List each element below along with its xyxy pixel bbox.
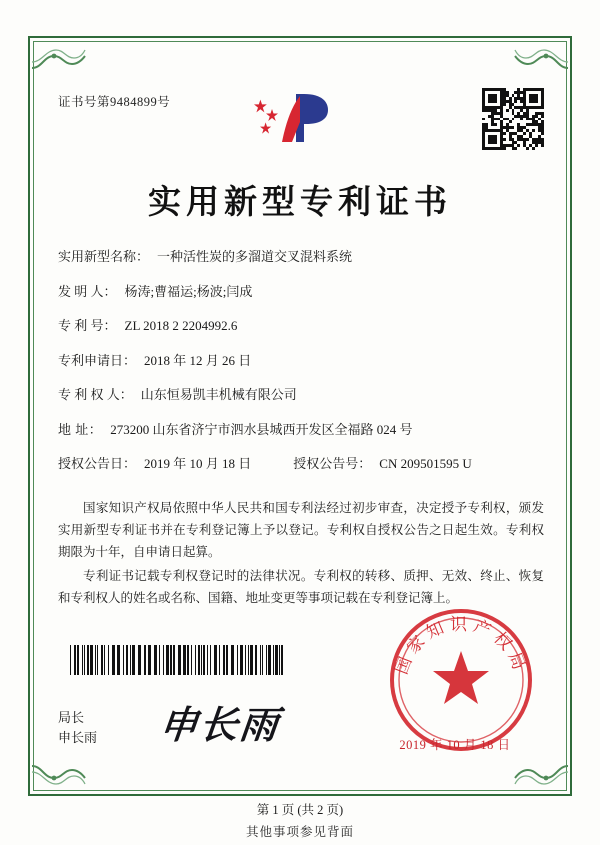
field-value-secondary: CN 209501595 U — [379, 456, 472, 471]
field-grant-announcement — [58, 453, 544, 472]
corner-ornament-icon — [30, 762, 86, 796]
field-patentee — [58, 384, 544, 403]
field-label: 实用新型名称： — [58, 249, 150, 264]
field-label: 地 址： — [58, 421, 103, 437]
field-label-secondary: 授权公告号： — [293, 456, 372, 471]
field-value: 2019 年 10 月 18 日 — [144, 456, 252, 471]
official-seal — [388, 607, 534, 753]
field-inventors — [58, 281, 544, 300]
certificate-number: 证书号第9484899号 — [58, 95, 171, 109]
field-label: 专 利 号： — [58, 318, 117, 333]
signature-title-line1: 局长 — [58, 710, 85, 725]
page-indicator: 第 1 页 (共 2 页) — [256, 803, 344, 817]
qr-code-icon — [482, 88, 544, 150]
field-patent-number — [58, 315, 544, 334]
fields-list — [58, 246, 544, 488]
field-address — [58, 419, 544, 438]
corner-ornament-icon — [514, 762, 570, 796]
field-value: 山东恒易凯丰机械有限公司 — [140, 387, 297, 402]
page-title: 实用新型专利证书 — [148, 182, 452, 221]
field-label: 授权公告日： — [58, 456, 137, 471]
corner-ornament-icon — [30, 38, 86, 72]
barcode — [70, 645, 286, 675]
field-label: 发 明 人： — [58, 283, 117, 299]
handwritten-signature: 申长雨 — [157, 702, 283, 747]
signature-title — [58, 708, 97, 748]
svg-text:国家知识产权局: 国家知识产权局 — [391, 615, 531, 678]
field-application-date — [58, 350, 544, 369]
field-label: 专 利 权 人： — [58, 387, 133, 402]
field-value: 一种活性炭的多溜道交叉混料系统 — [157, 249, 353, 264]
seal-date: 2019 年 10 月 18 日 — [399, 738, 511, 752]
corner-ornament-icon — [514, 38, 570, 72]
field-value: ZL 2018 2 2204992.6 — [124, 318, 238, 333]
paragraph: 专利证书记载专利权登记时的法律状况。专利权的转移、质押、无效、终止、恢复和专利权人的姓名或名称、国籍、地址变更等事项记载在专利登记簿上。 — [58, 569, 544, 605]
field-value: 杨涛;曹福运;杨波;闫成 — [124, 283, 253, 299]
field-utility-model-name — [58, 246, 544, 265]
field-value: 2018 年 12 月 26 日 — [144, 352, 252, 368]
paragraph: 国家知识产权局依照中华人民共和国专利法经过初步审查，决定授予专利权，颁发实用新型专利证书并在专利登记簿上予以登记。专利权自授权公告之日起生效。专利权期限为十年，自申请日起算。 — [58, 501, 544, 559]
signature-title-line2: 申长雨 — [58, 730, 98, 745]
field-value: 273200 山东省济宁市泗水县城西开发区全福路 024 号 — [110, 421, 413, 437]
cnipa-logo-icon — [252, 88, 348, 150]
legal-paragraphs — [58, 497, 544, 611]
field-label: 专利申请日： — [58, 352, 137, 368]
footer-note: 其他事项参见背面 — [245, 825, 354, 839]
